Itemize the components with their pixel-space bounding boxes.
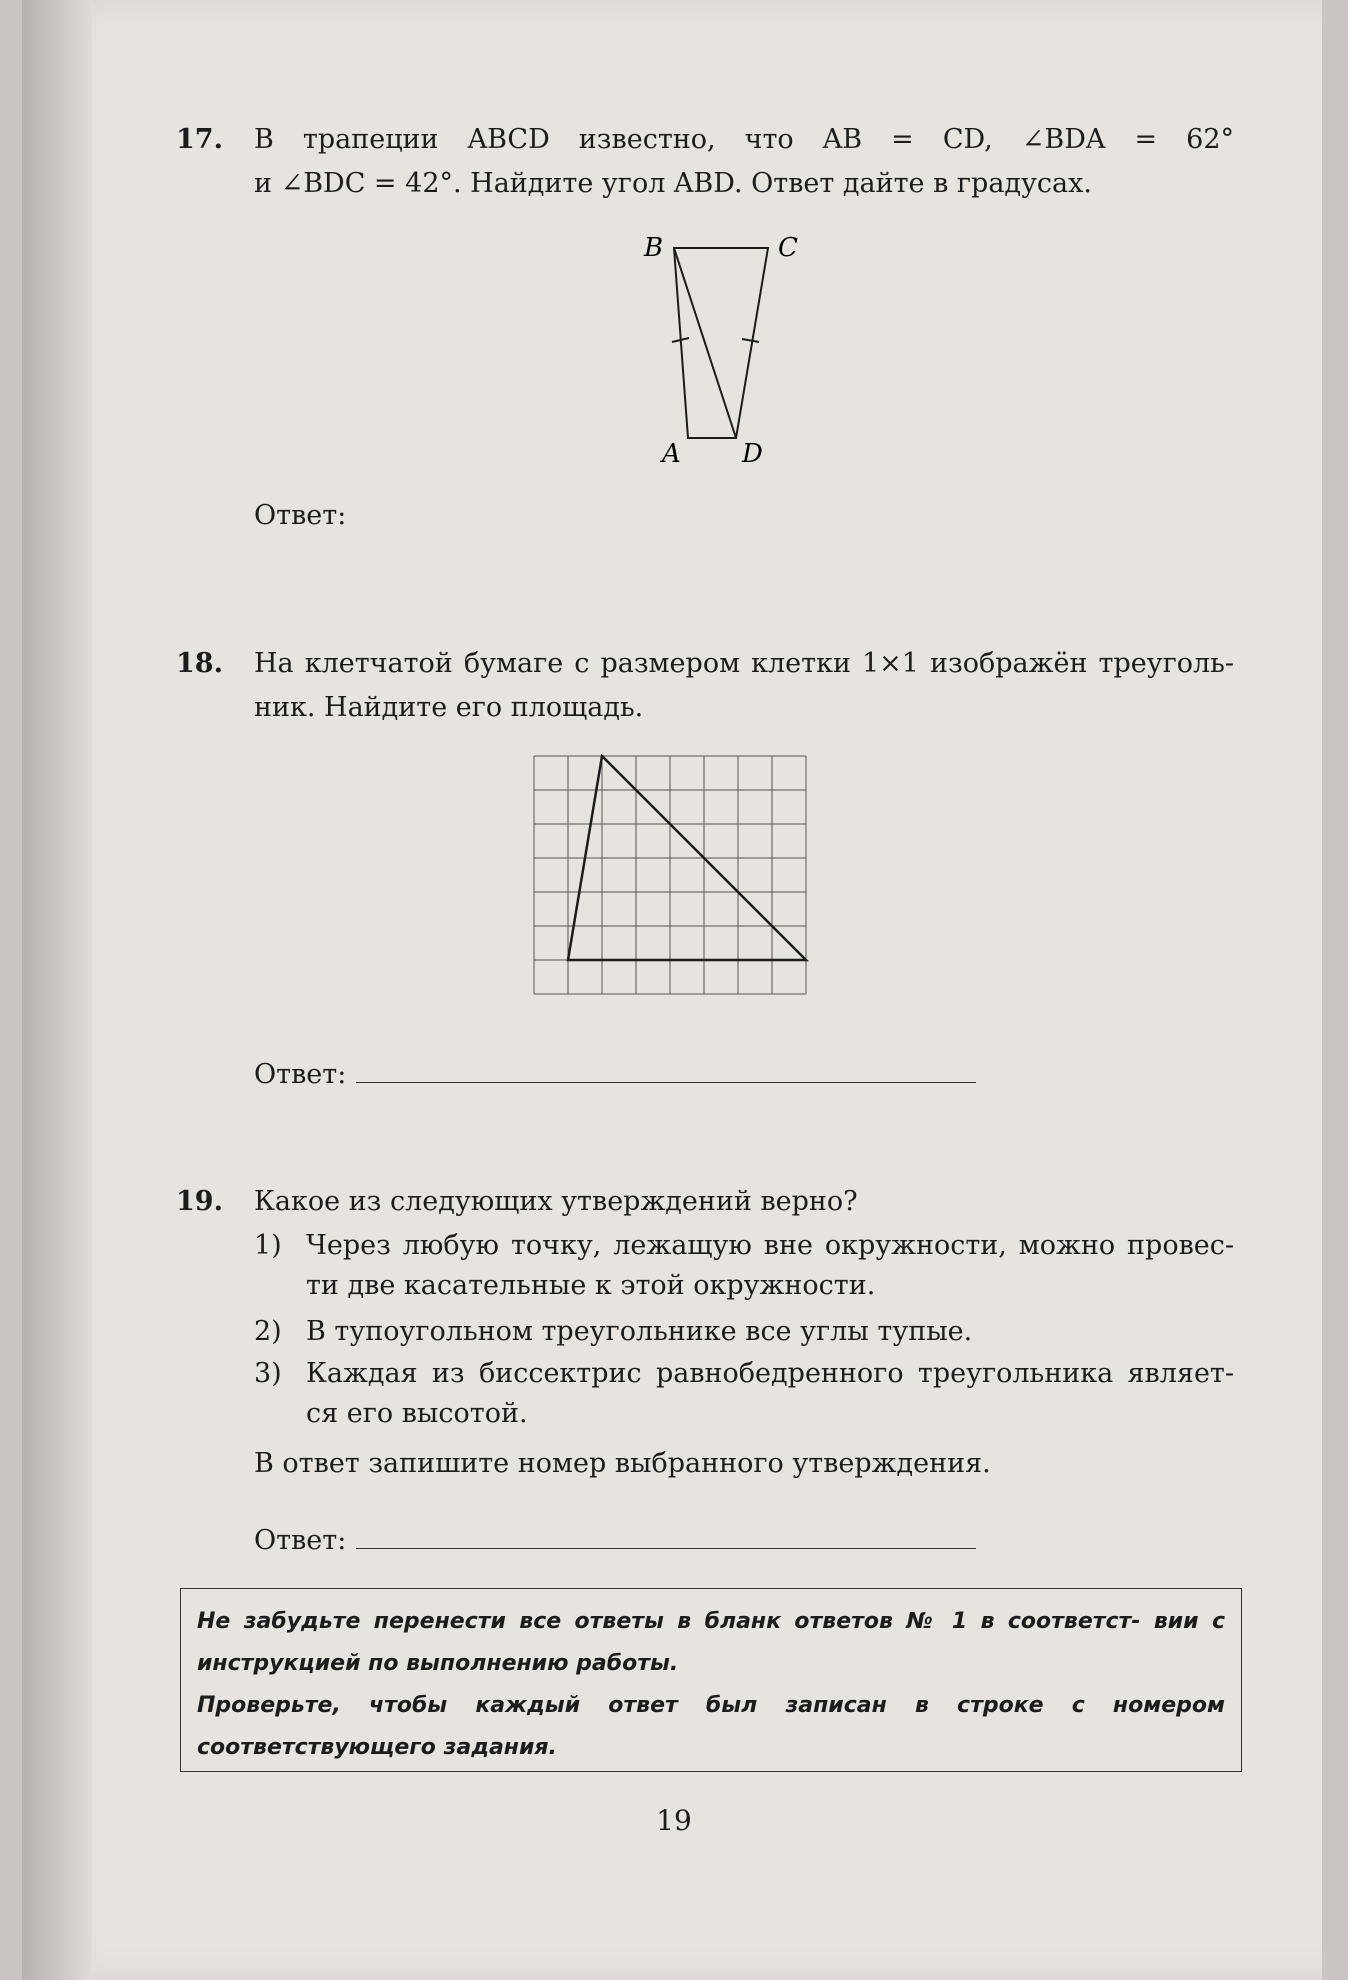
option-number: 3): [254, 1358, 282, 1389]
option-text-line: Каждая из биссектрис равнобедренного треугольника являет-: [306, 1358, 1234, 1389]
trapezoid-abcd: [674, 248, 768, 438]
question-text: Какое из следующих утверждений верно?: [254, 1186, 858, 1217]
page-number: 19: [656, 1804, 692, 1837]
option-text-line: ти две касательные к этой окружности.: [306, 1270, 876, 1301]
tick-mark-cd: [742, 339, 759, 342]
answer-line[interactable]: [356, 1518, 976, 1549]
diagonal-bd: [674, 248, 736, 438]
answer-label: Ответ:: [254, 1525, 347, 1556]
task-number: 18.: [176, 648, 223, 679]
vertex-label-c: C: [778, 236, 798, 263]
option-text-line: Через любую точку, лежащую вне окружности, можно провес-: [306, 1230, 1234, 1261]
option-text-line: ся его высотой.: [306, 1398, 528, 1429]
option-number: 1): [254, 1230, 282, 1261]
answer-line[interactable]: [356, 1052, 976, 1083]
option-text-line: В тупоугольном треугольнике все углы тупые.: [306, 1316, 973, 1347]
trapezoid-figure: [584, 236, 824, 476]
vertex-label-a: A: [662, 439, 681, 469]
task-number: 17.: [176, 124, 223, 155]
task-text-line: и ∠BDC = 42°. Найдите угол ABD. Ответ дайте в градусах.: [254, 168, 1092, 199]
answer-label: Ответ:: [254, 500, 347, 531]
task-17: [176, 118, 1236, 538]
task-text-line: ник. Найдите его площадь.: [254, 692, 644, 723]
task-number: 19.: [176, 1186, 223, 1217]
answer-row: [254, 1518, 1234, 1563]
grid-figure: [532, 754, 812, 1004]
vertex-label-d: D: [742, 439, 763, 469]
reminder-text: Не забудьте перенести все ответы в бланк ответов № 1 в соответст- вии с инструкцией по выполнению работы.: [197, 1609, 1225, 1676]
reminder-box: [180, 1588, 1242, 1772]
reminder-text: Проверьте, чтобы каждый ответ был записан в строке с номером соответствующего задания.: [197, 1693, 1225, 1760]
instruction-text: В ответ запишите номер выбранного утверждения.: [254, 1448, 991, 1479]
task-18: [176, 642, 1236, 1142]
option-number: 2): [254, 1316, 282, 1347]
task-19: [176, 1180, 1236, 1580]
answer-label: Ответ:: [254, 1059, 347, 1090]
task-text-line: На клетчатой бумаге с размером клетки 1×1 изображён треуголь-: [254, 648, 1234, 679]
vertex-label-b: B: [644, 236, 664, 263]
task-text-line: В трапеции ABCD известно, что AB = CD, ∠BDA = 62°: [254, 124, 1234, 155]
answer-row: [254, 1052, 1234, 1097]
book-spine-shadow: [22, 0, 92, 1980]
